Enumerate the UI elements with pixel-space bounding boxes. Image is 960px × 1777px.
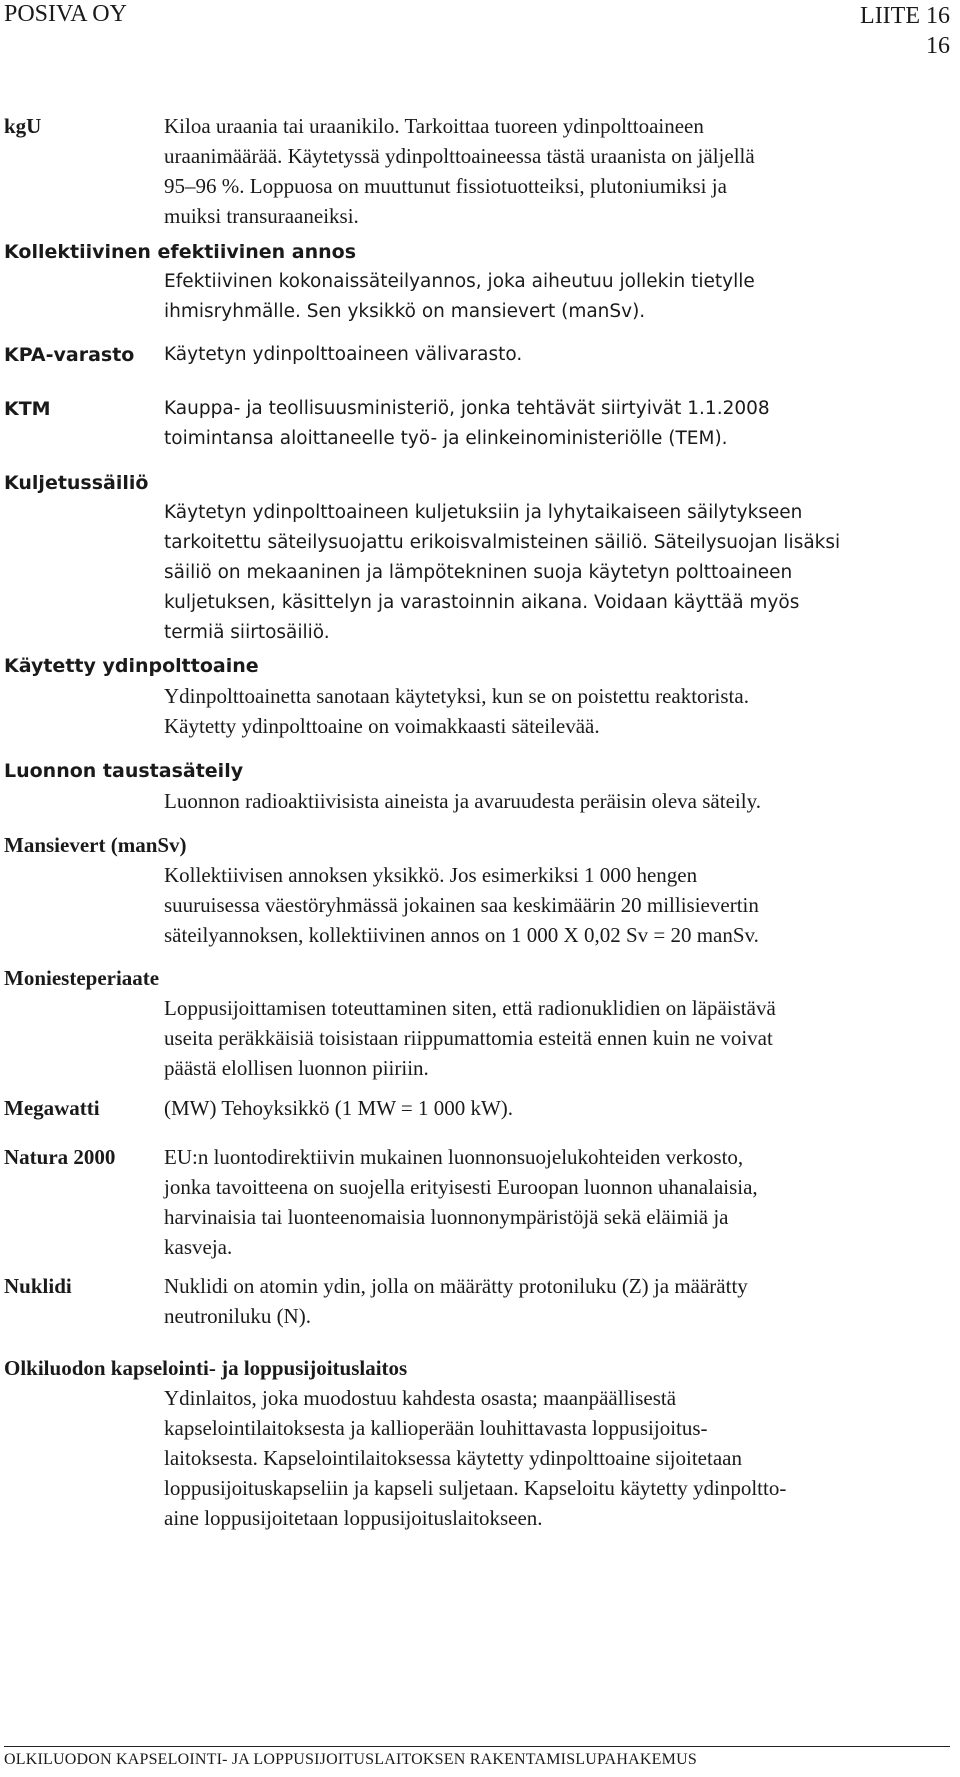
entry-term: Kollektiivinen efektiivinen annos: [4, 241, 357, 263]
footer-document-title: OLKILUODON KAPSELOINTI- JA LOPPUSIJOITUSLAITOKSEN RAKENTAMISLUPAHAKEMUS: [4, 1746, 950, 1777]
entry-term: Natura 2000: [4, 1145, 116, 1169]
definition-line: 95–96 %. Loppuosa on muuttunut fissiotuotteiksi, plutoniumiksi ja: [164, 174, 727, 198]
definition-line: Käytetty ydinpolttoaine on voimakkaasti säteilevää.: [164, 714, 600, 738]
entry-definition: [4, 681, 944, 741]
entry-definition: [4, 394, 944, 454]
glossary-entry-kpa-varasto: [4, 340, 944, 370]
definition-line: päästä elollisen luonnon piiriin.: [164, 1056, 429, 1080]
entry-definition: [4, 1093, 944, 1123]
glossary-entry-kgu: [4, 111, 944, 231]
definition-line: kuljetuksen, käsittelyn ja varastoinnin aikana. Voidaan käyttää myös: [164, 592, 800, 613]
glossary-entry-natura-2000: [4, 1142, 944, 1262]
glossary-entry-kollektiivinen-annos: [4, 236, 944, 327]
entry-term: Moniesteperiaate: [4, 966, 160, 990]
definition-line: säteilyannoksen, kollektiivinen annos on 1 000 X 0,02 Sv = 20 manSv.: [164, 923, 759, 947]
entry-definition: [4, 1142, 944, 1262]
definition-line: Käytetyn ydinpolttoaineen välivarasto.: [164, 344, 523, 365]
glossary-entry-luonnon-taustasateily: [4, 755, 944, 816]
glossary-entry-kaytetty-ydinpolttoaine: [4, 650, 944, 741]
definition-line: ihmisryhmälle. Sen yksikkö on mansievert (manSv).: [164, 301, 646, 322]
definition-line: EU:n luontodirektiivin mukainen luonnonsuojelukohteiden verkosto,: [164, 1145, 744, 1169]
definition-line: Kauppa- ja teollisuusministeriö, jonka tehtävät siirtyivät 1.1.2008: [164, 398, 770, 419]
definition-line: Nuklidi on atomin ydin, jolla on määrätty protoniluku (Z) ja määrätty: [164, 1274, 748, 1298]
definition-line: harvinaisia tai luonteenomaisia luonnonympäristöjä sekä eläimiä ja: [164, 1205, 729, 1229]
definition-line: laitoksesta. Kapselointilaitoksessa käytetty ydinpolttoaine sijoitetaan: [164, 1446, 742, 1470]
entry-definition: [4, 340, 944, 370]
header-organization: POSIVA OY: [4, 1, 127, 27]
entry-definition: [4, 860, 944, 950]
definition-line: Käytetyn ydinpolttoaineen kuljetuksiin ja lyhytaikaiseen säilytykseen: [164, 502, 803, 523]
entry-term: Luonnon taustasäteily: [4, 760, 244, 782]
entry-definition: [4, 111, 944, 231]
entry-definition: [4, 1383, 944, 1533]
definition-line: loppusijoituskapseliin ja kapseli suljetaan. Kapseloitu käytetty ydinpoltto-: [164, 1476, 787, 1500]
entry-definition: [4, 267, 944, 327]
glossary-entry-olkiluodon-laitos: [4, 1353, 944, 1533]
entry-definition: [4, 993, 944, 1083]
entry-term: kgU: [4, 114, 42, 138]
entry-term: Käytetty ydinpolttoaine: [4, 655, 259, 677]
entry-definition: [4, 498, 944, 648]
definition-line: Kiloa uraania tai uraanikilo. Tarkoittaa tuoreen ydinpolttoaineen: [164, 114, 704, 138]
glossary-entry-moniesteperiaate: [4, 963, 944, 1083]
entry-term: Nuklidi: [4, 1274, 72, 1298]
definition-line: toimintansa aloittaneelle työ- ja elinkeinoministeriölle (TEM).: [164, 428, 728, 449]
definition-line: muiksi transuraaneiksi.: [164, 204, 359, 228]
entry-term: Mansievert (manSv): [4, 833, 187, 857]
entry-definition: [4, 786, 944, 816]
definition-line: kasveja.: [164, 1235, 233, 1259]
definition-line: jonka tavoitteena on suojella erityisesti Euroopan luonnon uhanalaisia,: [164, 1175, 758, 1199]
glossary-entry-mansievert: [4, 830, 944, 950]
entry-term: KTM: [4, 398, 51, 420]
definition-line: kapselointilaitoksesta ja kallioperään louhittavasta loppusijoitus-: [164, 1416, 708, 1440]
entry-term: Megawatti: [4, 1096, 100, 1120]
definition-line: useita peräkkäisiä toisistaan riippumattomia esteitä ennen kuin ne voivat: [164, 1026, 773, 1050]
definition-line: termiä siirtosäiliö.: [164, 622, 330, 643]
entry-definition: [4, 1271, 944, 1331]
definition-line: Luonnon radioaktiivisista aineista ja avaruudesta peräisin oleva säteily.: [164, 789, 761, 813]
definition-line: Loppusijoittamisen toteuttaminen siten, että radionuklidien on läpäistävä: [164, 996, 776, 1020]
glossary-entry-nuklidi: [4, 1271, 944, 1331]
definition-line: uraanimäärää. Käytetyssä ydinpolttoaineessa tästä uraanista on jäljellä: [164, 144, 755, 168]
definition-line: (MW) Tehoyksikkö (1 MW = 1 000 kW).: [164, 1096, 514, 1120]
header-appendix: [860, 1, 950, 61]
definition-line: suuruisessa väestöryhmässä jokainen saa keskimäärin 20 millisievertin: [164, 893, 759, 917]
definition-line: tarkoitettu säteilysuojattu erikoisvalmisteinen säiliö. Säteilysuojan lisäksi: [164, 532, 841, 553]
definition-line: Efektiivinen kokonaissäteilyannos, joka aiheutuu jollekin tietylle: [164, 271, 755, 292]
definition-line: säiliö on mekaaninen ja lämpötekninen suoja käytetyn polttoaineen: [164, 562, 793, 583]
glossary-entry-megawatti: [4, 1093, 944, 1123]
entry-term: KPA-varasto: [4, 344, 135, 366]
glossary-entry-kuljetussailio: [4, 467, 944, 648]
entry-term: Kuljetussäiliö: [4, 472, 149, 494]
definition-line: Ydinlaitos, joka muodostuu kahdesta osasta; maanpäällisestä: [164, 1386, 677, 1410]
definition-line: neutroniluku (N).: [164, 1304, 311, 1328]
entry-term: Olkiluodon kapselointi- ja loppusijoituslaitos: [4, 1356, 408, 1380]
page-number: 16: [926, 33, 950, 59]
definition-line: Kollektiivisen annoksen yksikkö. Jos esimerkiksi 1 000 hengen: [164, 863, 698, 887]
definition-line: aine loppusijoitetaan loppusijoituslaitokseen.: [164, 1506, 543, 1530]
appendix-label: LIITE 16: [860, 3, 950, 29]
glossary-entry-ktm: [4, 394, 944, 454]
definition-line: Ydinpolttoainetta sanotaan käytetyksi, kun se on poistettu reaktorista.: [164, 684, 749, 708]
